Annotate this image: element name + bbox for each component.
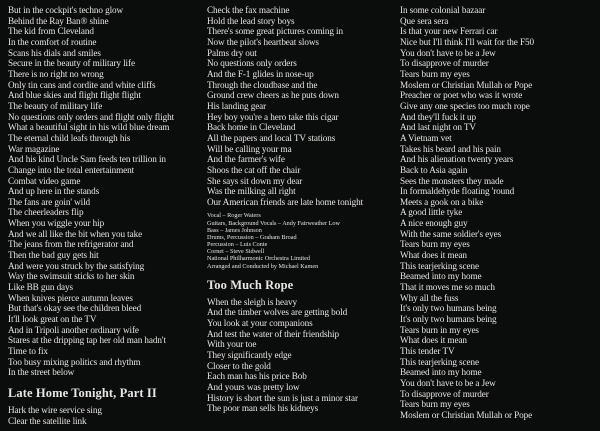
lyric-line: Nice but I'll think I'll wait for the F50: [400, 36, 534, 47]
lyric-line: And yours was pretty low: [207, 381, 300, 392]
song-title-late-home-tonight-part-2: Late Home Tonight, Part II: [8, 385, 157, 400]
lyric-line: And we all like the bit when you take: [8, 228, 143, 239]
lyric-line: It's only two humans being: [400, 303, 497, 314]
lyric-line: Scans his dials and smiles: [8, 47, 101, 58]
lyric-line: You don't have to be a Jew: [400, 377, 496, 388]
credit-line: Bass – James Johnson: [207, 226, 262, 234]
lyric-line: What does it mean: [400, 335, 467, 346]
lyric-line: Que sera sera: [400, 15, 449, 26]
lyric-line: What a beautiful sight in his wild blue dream: [8, 122, 170, 133]
lyric-line: A Vietnam vet: [400, 132, 452, 143]
lyric-line: When knives pierce autumn leaves: [8, 292, 133, 303]
lyric-line: Hark the wire service sing: [8, 404, 102, 415]
lyric-line: To disapprove of murder: [400, 388, 489, 399]
lyric-line: A good little tyke: [400, 207, 463, 218]
lyric-line: That it moves me so much: [400, 282, 495, 293]
lyric-line: Is that your new Ferrari car: [400, 26, 498, 37]
lyric-line: And the timber wolves are getting bold: [207, 307, 348, 318]
lyric-line: Time to fix: [8, 346, 48, 356]
lyric-line: And the F-1 glides in nose-up: [207, 68, 314, 79]
credit-line: Drums, Percussion – Graham Broad: [207, 233, 297, 241]
lyric-line: This tender TV: [400, 346, 455, 356]
lyric-line: This tearjerking scene: [400, 356, 479, 367]
lyric-line: It's only two humans being: [400, 314, 497, 325]
lyric-line: To disapprove of murder: [400, 58, 489, 69]
lyric-line: There's some great pictures coming in: [207, 26, 343, 37]
lyric-line: What does it mean: [400, 250, 467, 261]
lyric-line: Palms dry out: [207, 47, 257, 58]
lyric-line: She says sit down my dear: [207, 175, 303, 186]
lyric-line: You look at your companions: [207, 318, 313, 329]
lyric-line: When you wiggle your hip: [8, 218, 105, 229]
verse-block: [207, 297, 397, 414]
credit-line: Arranged and Conducted by Michael Kamen: [207, 262, 319, 270]
lyric-line: The poor man sells his kidneys: [207, 403, 319, 414]
lyric-line: Now the pilot's heartbeat slows: [207, 36, 319, 47]
lyric-line: And were you struck by the satisfying: [8, 260, 145, 271]
lyric-line: When the sleigh is heavy: [207, 296, 297, 307]
lyric-line: Our American friends are late home tonight: [207, 196, 364, 207]
lyric-line: In the street below: [8, 367, 75, 378]
lyric-line: And blue skies and flight flight flight: [8, 90, 141, 101]
lyric-line: With your toe: [207, 339, 257, 350]
lyric-line: Back to Asia again: [400, 164, 468, 175]
lyric-line: Way the swimsuit sticks to her skin: [8, 271, 135, 282]
lyric-line: All the papers and local TV stations: [207, 132, 336, 143]
lyric-line: Stares at the dripping tap her old man hadn't: [8, 335, 166, 346]
lyric-line: In the comfort of routine: [8, 36, 97, 47]
lyric-line: Takes his beard and his pain: [400, 143, 501, 154]
lyric-line: Check the fax machine: [207, 5, 290, 15]
lyric-line: History is short the sun is just a minor star: [207, 392, 358, 403]
lyric-line: And his kind Uncle Sam feeds ten trillion in: [8, 154, 166, 165]
lyric-line: Then the bad guy gets hit: [8, 250, 99, 261]
credit-line: Vocal – Roger Waters: [207, 212, 261, 220]
lyric-line: Ground crew cheers as he puts down: [207, 90, 339, 101]
lyric-line: But in the cockpit's techno glow: [8, 5, 124, 15]
lyric-line: War magazine: [8, 143, 60, 154]
lyric-line: The jeans from the refrigerator and: [8, 239, 134, 250]
lyric-line: Back home in Cleveland: [207, 122, 296, 133]
lyric-line: Give any one species too much rope: [400, 100, 530, 111]
lyric-line: And they'll fuck it up: [400, 111, 477, 122]
lyric-line: Was the milking all right: [207, 186, 296, 197]
lyric-line: Combat video game: [8, 175, 81, 186]
lyric-line: It'll look great on the TV: [8, 314, 97, 325]
lyric-line: Will be calling your ma: [207, 143, 292, 154]
lyric-line: Hey boy you're a hero take this cigar: [207, 111, 339, 122]
lyric-line: The eternal child leafs through his: [8, 132, 131, 143]
lyric-line: Shoos the cat off the chair: [207, 164, 301, 175]
lyric-line: Sees the monsters they made: [400, 175, 504, 186]
lyric-line: Clear the satellite link: [8, 415, 87, 426]
lyric-line: Secure in the beauty of military life: [8, 58, 135, 69]
credit-line: Cornet – Steve Sidwell: [207, 248, 265, 256]
lyric-line: But that's okay see the children bleed: [8, 303, 142, 314]
lyric-line: Change into the total entertainment: [8, 164, 135, 175]
lyric-line: Tears burn my eyes: [400, 239, 470, 250]
lyric-line: Moslem or Christian Mullah or Pope: [400, 79, 533, 90]
lyric-line: There is no right no wrong: [8, 68, 104, 79]
lyrics-column-left: [8, 5, 198, 426]
song-title-too-much-rope: Too Much Rope: [207, 277, 294, 292]
lyric-line: And the farmer's wife: [207, 154, 285, 165]
lyric-line: The cheerleaders flip: [8, 207, 84, 218]
lyric-line: Tears burn my eyes: [400, 68, 470, 79]
lyric-line: Too busy mixing politics and rhythm: [8, 356, 141, 367]
lyric-line: Closer to the gold: [207, 360, 271, 371]
lyric-line: And in Tripoli another ordinary wife: [8, 324, 139, 335]
verse-block: [8, 405, 198, 426]
lyric-line: Behind the Ray Ban® shine: [8, 15, 109, 26]
lyric-line: Preacher or poet who was it wrote: [400, 90, 523, 101]
lyric-line: Beamed into my home: [400, 367, 482, 378]
credits-block: [207, 212, 397, 269]
lyric-line: Hold the lead story boys: [207, 15, 295, 26]
verse-block: [207, 5, 397, 207]
lyric-line: Meets a gook on a bike: [400, 196, 484, 207]
lyric-line: And last night on TV: [400, 122, 476, 133]
lyric-line: With the same soldier's eyes: [400, 228, 502, 239]
lyric-line: You don't have to be a Jew: [400, 47, 496, 58]
lyric-line: The kid from Cleveland: [8, 26, 94, 37]
credit-line: National Philharmonic Orchestra Limited: [207, 255, 310, 263]
lyric-line: Tears burn my eyes: [400, 399, 470, 410]
lyric-line: Beamed into my home: [400, 271, 482, 282]
lyric-line: In formaldehyde floating 'round: [400, 186, 515, 197]
lyric-line: And test the water of their friendship: [207, 328, 339, 339]
lyric-line: No questions only orders: [207, 58, 297, 69]
lyric-line: The beauty of military life: [8, 100, 103, 111]
lyric-line: And up here in the stands: [8, 186, 100, 197]
lyric-line: Why all the fuss: [400, 292, 459, 303]
lyrics-column-middle: [207, 5, 397, 414]
lyric-line: Only tin cans and cordite and white cliffs: [8, 79, 156, 90]
lyric-line: Each man has his price Bob: [207, 371, 307, 382]
lyric-line: Tears burn in my eyes: [400, 324, 479, 335]
lyric-line: No questions only orders and flight only flight: [8, 111, 175, 122]
verse-block: [400, 5, 596, 421]
lyric-line: A nice enough guy: [400, 218, 468, 229]
lyric-line: The fans are goin' wild: [8, 196, 91, 207]
lyrics-column-right: [400, 5, 596, 421]
lyric-line: His landing gear: [207, 100, 267, 111]
credit-line: Percussion – Luis Conte: [207, 241, 268, 249]
lyric-line: This tearjerking scene: [400, 260, 479, 271]
verse-block: [8, 5, 198, 378]
lyric-line: Through the cloudbase and the: [207, 79, 318, 90]
lyric-line: They significantly edge: [207, 350, 292, 360]
credit-line: Guitars, Background Vocals – Andy Fairweather Low: [207, 219, 340, 227]
lyric-line: And his alienation twenty years: [400, 154, 514, 165]
lyric-line: Like BB gun days: [8, 282, 74, 293]
lyric-line: Moslem or Christian Mullah or Pope: [400, 409, 533, 420]
lyric-line: In some colonial bazaar: [400, 5, 486, 15]
